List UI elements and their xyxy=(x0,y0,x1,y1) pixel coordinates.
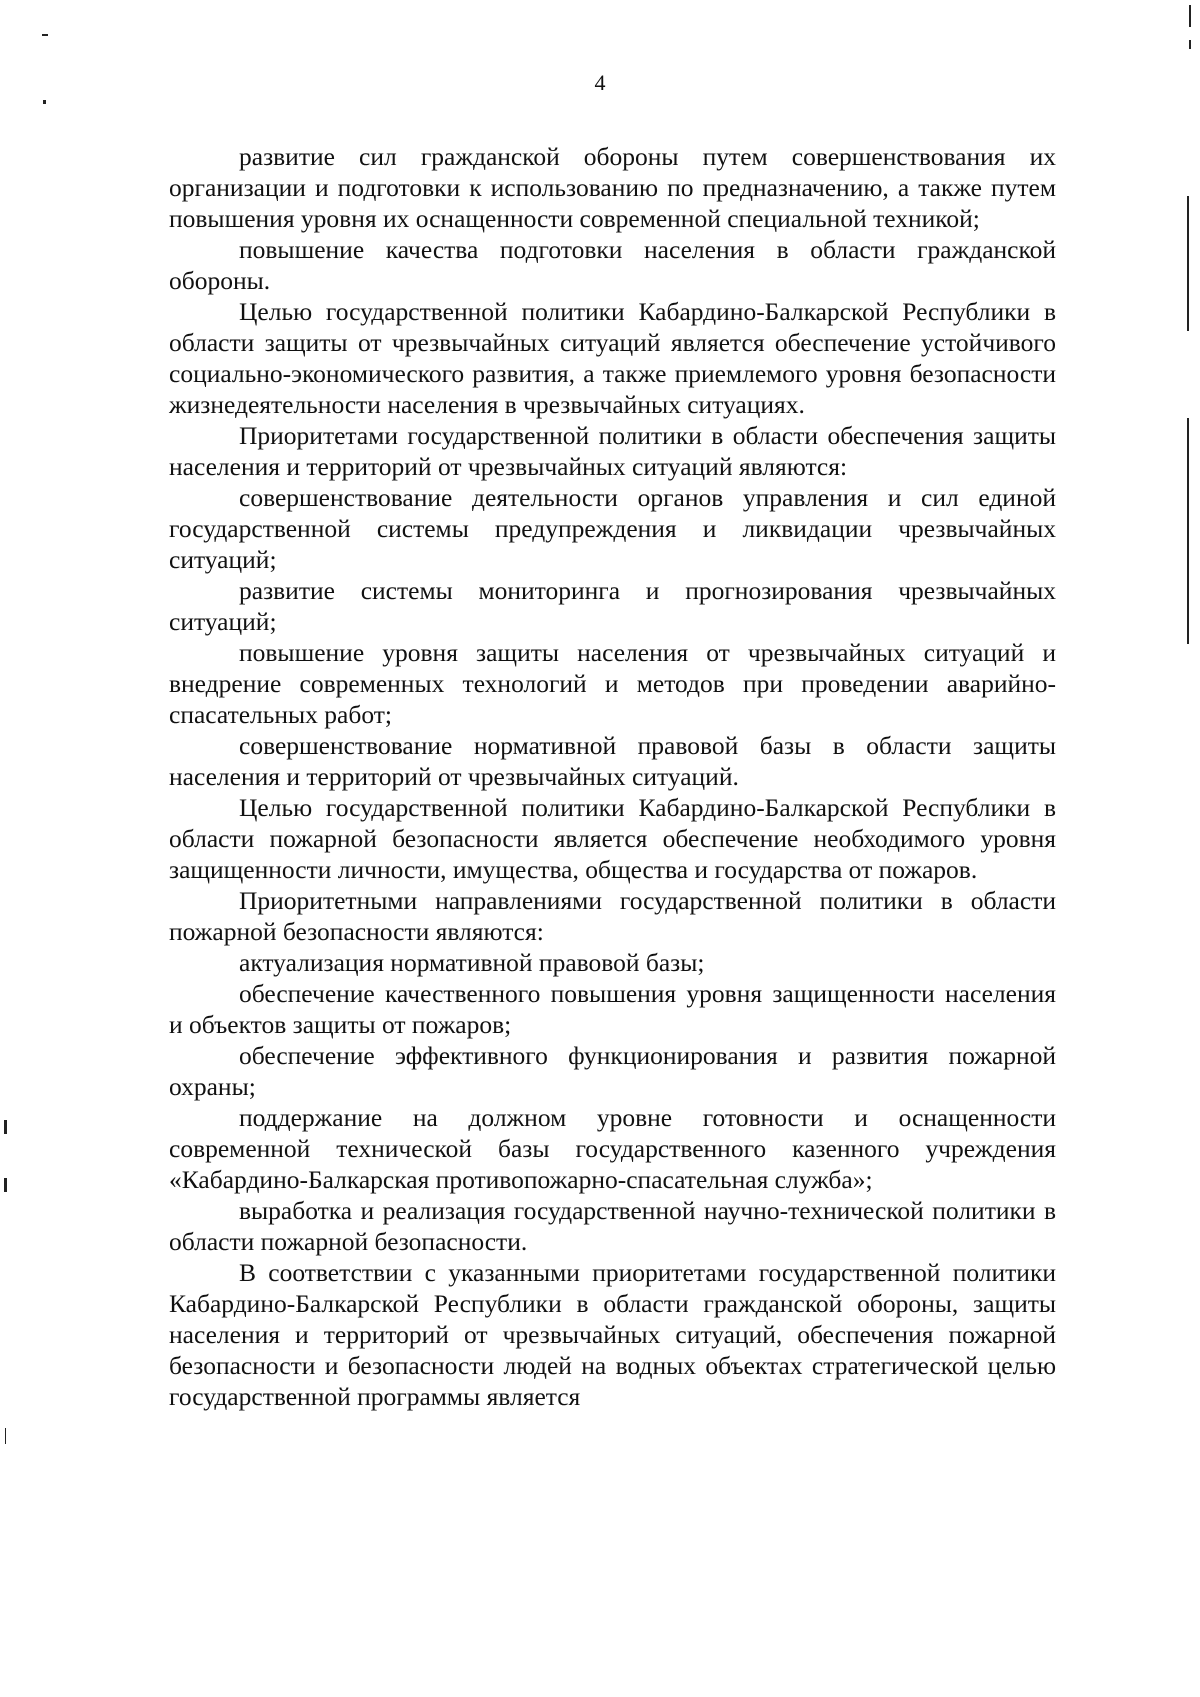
paragraph-technical-base: поддержание на должном уровне готовности и оснащенности современной технической базы государственного казенного учреждения «Кабардино-Балкарская противопожарно-спасательная служба»; xyxy=(169,1103,1056,1194)
paragraph-regulatory-base: совершенствование нормативной правовой базы в области защиты населения и территорий от чрезвычайных ситуаций. xyxy=(169,731,1056,791)
paragraph-scientific-policy: выработка и реализация государственной научно-технической политики в области пожарной безопасности. xyxy=(169,1196,1056,1256)
paragraph-emergency-policy-goal: Целью государственной политики Кабардино-Балкарской Республики в области защиты от чрезвычайных ситуаций является обеспечение устойчивого социально-экономического развития, а также приемлемого уровня безопасности жизнедеятельности населения в чрезвычайных ситуациях. xyxy=(169,297,1056,419)
paragraph-regulatory-update: актуализация нормативной правовой базы; xyxy=(239,948,705,977)
scan-mark-top-right xyxy=(1189,5,1191,27)
paragraph-fire-service-development: обеспечение эффективного функционирования и развития пожарной охраны; xyxy=(169,1041,1056,1101)
scan-mark-left xyxy=(43,100,46,104)
paragraph-fire-policy-goal: Целью государственной политики Кабардино-Балкарской Республики в области пожарной безопасности является обеспечение необходимого уровня защищенности личности, имущества, общества и государства от пожаров. xyxy=(169,793,1056,884)
page-number: 4 xyxy=(594,70,606,95)
scan-mark-right-bar-2 xyxy=(1187,418,1189,644)
scan-mark-left-lower-1 xyxy=(4,1120,7,1134)
scan-mark-top-right-small xyxy=(1189,40,1191,49)
paragraph-management-improvement: совершенствование деятельности органов управления и сил единой государственной системы предупреждения и ликвидации чрезвычайных ситуаций; xyxy=(169,483,1056,574)
document-body xyxy=(169,141,1056,1412)
paragraph-protection-level: повышение уровня защиты населения от чрезвычайных ситуаций и внедрение современных технологий и методов при проведении аварийно-спасательных работ; xyxy=(169,638,1056,729)
paragraph-civil-defense-forces: развитие сил гражданской обороны путем совершенствования их организации и подготовки к использованию по предназначению, а также путем повышения уровня их оснащенности современной специальной техникой; xyxy=(169,142,1056,233)
paragraph-fire-priorities: Приоритетными направлениями государственной политики в области пожарной безопасности являются: xyxy=(169,886,1056,946)
scan-mark-left-lower-2 xyxy=(4,1178,7,1192)
paragraph-monitoring-system: развитие системы мониторинга и прогнозирования чрезвычайных ситуаций; xyxy=(169,576,1056,636)
paragraph-emergency-priorities: Приоритетами государственной политики в области обеспечения защиты населения и территорий от чрезвычайных ситуаций являются: xyxy=(169,421,1056,481)
paragraph-strategic-goal: В соответствии с указанными приоритетами государственной политики Кабардино-Балкарской Республики в области гражданской обороны, защиты населения и территорий от чрезвычайных ситуаций, обеспечения пожарной безопасности и безопасности людей на водных объектах стратегической целью государственной программы является xyxy=(169,1258,1056,1411)
paragraph-fire-protection-level: обеспечение качественного повышения уровня защищенности населения и объектов защиты от пожаров; xyxy=(169,979,1056,1039)
scan-mark-top-left xyxy=(42,34,48,36)
scan-mark-right-bar-1 xyxy=(1187,196,1189,331)
paragraph-population-training: повышение качества подготовки населения в области гражданской обороны. xyxy=(169,235,1056,295)
scan-mark-left-lower-3 xyxy=(5,1428,6,1444)
